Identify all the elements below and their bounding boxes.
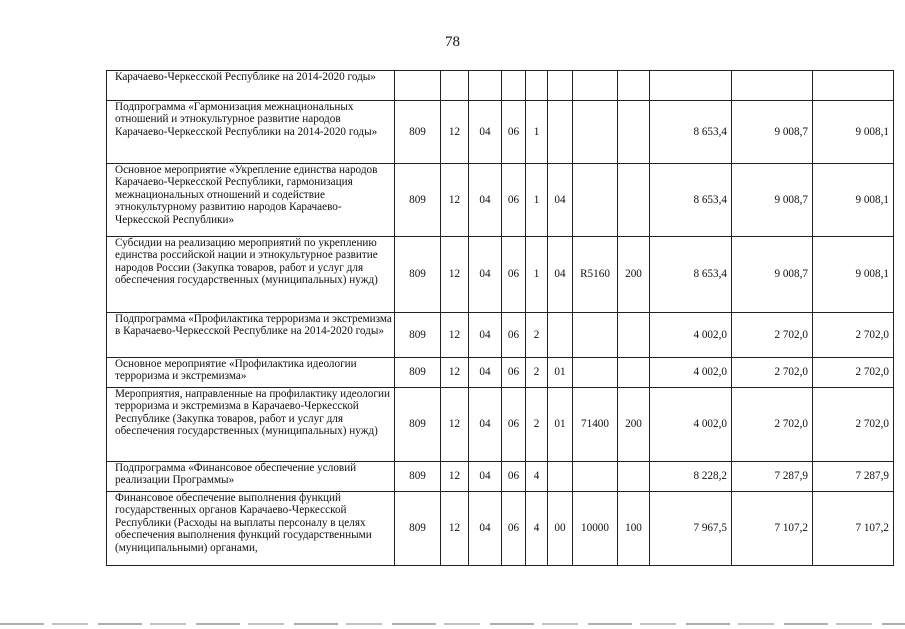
- expense-type-cell: [618, 164, 650, 237]
- amount-year3-cell: 7 287,9: [813, 462, 894, 492]
- table-row: [107, 462, 894, 492]
- subsection-cell: 04: [469, 164, 502, 237]
- target-article-part1-cell: 06: [502, 462, 526, 492]
- amount-year2-cell: 7 287,9: [732, 462, 813, 492]
- target-article-part2-cell: 1: [526, 164, 548, 237]
- target-article-part2-cell: 4: [526, 462, 548, 492]
- ved-code-cell: [395, 71, 441, 101]
- page-bottom-edge: [0, 623, 905, 625]
- subsection-cell: 04: [469, 313, 502, 358]
- budget-table: [106, 70, 894, 566]
- target-article-part2-cell: [526, 71, 548, 101]
- ved-code-cell: 809: [395, 101, 441, 164]
- table-row: [107, 101, 894, 164]
- target-article-part1-cell: [502, 71, 526, 101]
- row-name-cell: Финансовое обеспечение выполнения функций государственных органов Карачаево-Черкесской Республики (Расходы на выплаты персоналу в целях обеспечения выполнения функций государственными (муниципальными) органами,: [107, 492, 395, 566]
- ved-code-cell: 809: [395, 164, 441, 237]
- subsection-cell: 04: [469, 462, 502, 492]
- expense-type-cell: [618, 358, 650, 388]
- target-article-part1-cell: 06: [502, 358, 526, 388]
- target-article-part3-cell: [548, 71, 573, 101]
- target-article-part3-cell: 00: [548, 492, 573, 566]
- target-article-part3-cell: [548, 101, 573, 164]
- subsection-cell: 04: [469, 237, 502, 313]
- amount-year3-cell: 2 702,0: [813, 313, 894, 358]
- target-article-part1-cell: 06: [502, 388, 526, 462]
- amount-year1-cell: 8 653,4: [650, 101, 732, 164]
- amount-year3-cell: 9 008,1: [813, 101, 894, 164]
- section-cell: 12: [441, 313, 469, 358]
- row-name-cell: Подпрограмма «Гармонизация межнациональных отношений и этнокультурное развитие народов Карачаево-Черкесской Республики на 2014-2020 годы»: [107, 101, 395, 164]
- row-name-cell: Карачаево-Черкесской Республике на 2014-2020 годы»: [107, 71, 395, 101]
- target-article-part2-cell: 2: [526, 388, 548, 462]
- table-row: [107, 358, 894, 388]
- amount-year1-cell: 8 228,2: [650, 462, 732, 492]
- target-article-part3-cell: [548, 313, 573, 358]
- target-article-part4-cell: R5160: [573, 237, 618, 313]
- expense-type-cell: [618, 71, 650, 101]
- amount-year3-cell: 2 702,0: [813, 388, 894, 462]
- table-row: [107, 71, 894, 101]
- amount-year1-cell: 4 002,0: [650, 358, 732, 388]
- amount-year1-cell: 8 653,4: [650, 164, 732, 237]
- subsection-cell: [469, 71, 502, 101]
- ved-code-cell: 809: [395, 492, 441, 566]
- section-cell: 12: [441, 388, 469, 462]
- amount-year2-cell: 2 702,0: [732, 358, 813, 388]
- amount-year1-cell: 4 002,0: [650, 313, 732, 358]
- target-article-part2-cell: 2: [526, 358, 548, 388]
- amount-year2-cell: 2 702,0: [732, 388, 813, 462]
- amount-year3-cell: 9 008,1: [813, 237, 894, 313]
- expense-type-cell: [618, 313, 650, 358]
- amount-year2-cell: [732, 71, 813, 101]
- expense-type-cell: 100: [618, 492, 650, 566]
- target-article-part1-cell: 06: [502, 164, 526, 237]
- table-row: [107, 388, 894, 462]
- page-number: 78: [445, 34, 460, 50]
- target-article-part4-cell: [573, 164, 618, 237]
- amount-year2-cell: 2 702,0: [732, 313, 813, 358]
- ved-code-cell: 809: [395, 388, 441, 462]
- target-article-part3-cell: 01: [548, 388, 573, 462]
- amount-year3-cell: [813, 71, 894, 101]
- expense-type-cell: 200: [618, 237, 650, 313]
- target-article-part1-cell: 06: [502, 237, 526, 313]
- amount-year1-cell: [650, 71, 732, 101]
- target-article-part4-cell: [573, 358, 618, 388]
- amount-year1-cell: 4 002,0: [650, 388, 732, 462]
- row-name-cell: Подпрограмма «Профилактика терроризма и экстремизма в Карачаево-Черкесской Республике на 2014-2020 годы»: [107, 313, 395, 358]
- target-article-part4-cell: [573, 71, 618, 101]
- amount-year2-cell: 9 008,7: [732, 101, 813, 164]
- target-article-part2-cell: 1: [526, 237, 548, 313]
- amount-year3-cell: 9 008,1: [813, 164, 894, 237]
- section-cell: 12: [441, 492, 469, 566]
- target-article-part4-cell: 71400: [573, 388, 618, 462]
- target-article-part4-cell: [573, 313, 618, 358]
- row-name-cell: Подпрограмма «Финансовое обеспечение условий реализации Программы»: [107, 462, 395, 492]
- row-name-cell: Основное мероприятие «Профилактика идеологии терроризма и экстремизма»: [107, 358, 395, 388]
- subsection-cell: 04: [469, 101, 502, 164]
- subsection-cell: 04: [469, 492, 502, 566]
- section-cell: 12: [441, 358, 469, 388]
- target-article-part4-cell: 10000: [573, 492, 618, 566]
- target-article-part4-cell: [573, 462, 618, 492]
- section-cell: 12: [441, 462, 469, 492]
- ved-code-cell: 809: [395, 358, 441, 388]
- target-article-part3-cell: 04: [548, 164, 573, 237]
- section-cell: [441, 71, 469, 101]
- target-article-part1-cell: 06: [502, 492, 526, 566]
- ved-code-cell: 809: [395, 462, 441, 492]
- target-article-part3-cell: [548, 462, 573, 492]
- amount-year1-cell: 7 967,5: [650, 492, 732, 566]
- table-row: [107, 492, 894, 566]
- amount-year2-cell: 9 008,7: [732, 237, 813, 313]
- row-name-cell: Основное мероприятие «Укрепление единства народов Карачаево-Черкесской Республики, гармонизация межнациональных отношений и содействие этнокультурному развитию народов Карачаево-Черкесской Республики»: [107, 164, 395, 237]
- amount-year3-cell: 2 702,0: [813, 358, 894, 388]
- target-article-part2-cell: 2: [526, 313, 548, 358]
- target-article-part1-cell: 06: [502, 313, 526, 358]
- target-article-part3-cell: 04: [548, 237, 573, 313]
- row-name-cell: Мероприятия, направленные на профилактику идеологии терроризма и экстремизма в Карачаево-Черкесской Республике (Закупка товаров, работ и услуг для обеспечения государственных (муниципальных) нужд): [107, 388, 395, 462]
- amount-year2-cell: 7 107,2: [732, 492, 813, 566]
- table-row: [107, 237, 894, 313]
- section-cell: 12: [441, 164, 469, 237]
- amount-year2-cell: 9 008,7: [732, 164, 813, 237]
- subsection-cell: 04: [469, 388, 502, 462]
- table-row: [107, 313, 894, 358]
- expense-type-cell: 200: [618, 388, 650, 462]
- target-article-part3-cell: 01: [548, 358, 573, 388]
- section-cell: 12: [441, 101, 469, 164]
- ved-code-cell: 809: [395, 237, 441, 313]
- target-article-part4-cell: [573, 101, 618, 164]
- expense-type-cell: [618, 101, 650, 164]
- ved-code-cell: 809: [395, 313, 441, 358]
- amount-year1-cell: 8 653,4: [650, 237, 732, 313]
- subsection-cell: 04: [469, 358, 502, 388]
- row-name-cell: Субсидии на реализацию мероприятий по укреплению единства российской нации и этнокультурное развитие народов России (Закупка товаров, работ и услуг для обеспечения государственных (муниципальных) нужд): [107, 237, 395, 313]
- amount-year3-cell: 7 107,2: [813, 492, 894, 566]
- target-article-part1-cell: 06: [502, 101, 526, 164]
- target-article-part2-cell: 1: [526, 101, 548, 164]
- table-row: [107, 164, 894, 237]
- section-cell: 12: [441, 237, 469, 313]
- target-article-part2-cell: 4: [526, 492, 548, 566]
- expense-type-cell: [618, 462, 650, 492]
